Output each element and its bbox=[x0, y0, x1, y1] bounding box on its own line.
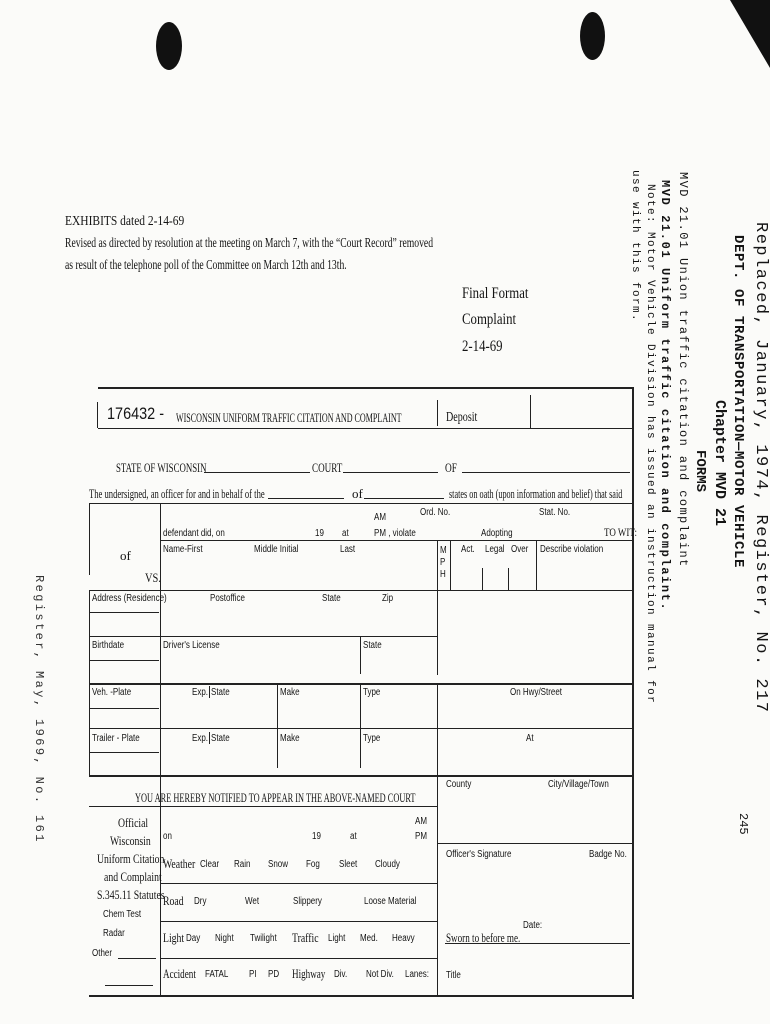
revised-line-1: Revised as directed by resolution at the meeting on March 7, with the “Court Record” removed bbox=[65, 236, 434, 251]
highway-label: Highway bbox=[292, 966, 326, 981]
weather-clear: Clear bbox=[200, 859, 220, 870]
year-19b-label: 19 bbox=[312, 831, 321, 842]
dept-line: DEPT. OF TRANSPORTATION—MOTOR VEHICLE bbox=[730, 235, 746, 569]
accident-pi: PI bbox=[249, 969, 257, 980]
date-label: Date: bbox=[523, 920, 543, 931]
citation-number: 176432 - bbox=[107, 404, 165, 423]
of-label: OF bbox=[445, 460, 457, 475]
official-line-2: Wisconsin bbox=[110, 833, 151, 848]
zip-label: Zip bbox=[382, 593, 394, 604]
over-label: Over bbox=[511, 544, 529, 555]
county-label: County bbox=[446, 779, 472, 790]
adopting-label: Adopting bbox=[481, 528, 513, 539]
states-oath-text: states on oath (upon information and belief) that said bbox=[449, 486, 623, 501]
last-label: Last bbox=[340, 544, 356, 555]
ord-no-label: Ord. No. bbox=[420, 507, 451, 518]
road-loose: Loose Material bbox=[364, 896, 417, 907]
highway-not-div: Not Div. bbox=[366, 969, 394, 980]
light-night: Night bbox=[215, 933, 234, 944]
veh-plate-label: Veh. -Plate bbox=[92, 687, 132, 698]
weather-rain: Rain bbox=[234, 859, 251, 870]
road-slippery: Slippery bbox=[293, 896, 322, 907]
middle-initial-label: Middle Initial bbox=[254, 544, 299, 555]
union-line: MVD 21.01 Union traffic citation and complaint bbox=[676, 172, 690, 568]
mph-m: M bbox=[440, 545, 447, 556]
stat-no-label: Stat. No. bbox=[539, 507, 571, 518]
accident-pd: PD bbox=[268, 969, 280, 980]
final-format-label: Final Format bbox=[462, 285, 529, 302]
mph-h: H bbox=[440, 569, 446, 580]
type-label-2: Type bbox=[363, 733, 381, 744]
of-label-2: of bbox=[352, 486, 363, 501]
court-label: COURT bbox=[312, 460, 343, 475]
register-line: Register, May, 1969, No. 161 bbox=[32, 575, 46, 844]
name-first-label: Name-First bbox=[163, 544, 203, 555]
describe-violation-label: Describe violation bbox=[540, 544, 604, 555]
city-label: City/Village/Town bbox=[548, 779, 609, 790]
state-label: State bbox=[322, 593, 341, 604]
use-line: use with this form. bbox=[629, 170, 641, 323]
light-twilight: Twilight bbox=[250, 933, 277, 944]
at-label-3: at bbox=[350, 831, 357, 842]
address-label: Address (Residence) bbox=[92, 593, 167, 604]
officer-signature-label: Officer's Signature bbox=[446, 849, 512, 860]
undersigned-text: The undersigned, an officer for and in behalf of the bbox=[89, 486, 265, 501]
replaced-line: Replaced, January, 1974, Register, No. 217 bbox=[751, 222, 770, 714]
on-label: on bbox=[163, 831, 172, 842]
official-line-1: Official bbox=[118, 815, 149, 830]
state-of-label: STATE OF WISCONSIN bbox=[116, 460, 207, 475]
defendant-did-label: defendant did, on bbox=[163, 528, 225, 539]
badge-no-label: Badge No. bbox=[589, 849, 627, 860]
trailer-plate-label: Trailer - Plate bbox=[92, 733, 140, 744]
road-dry: Dry bbox=[194, 896, 207, 907]
weather-fog: Fog bbox=[306, 859, 320, 870]
on-hwy-label: On Hwy/Street bbox=[510, 687, 563, 698]
traffic-label: Traffic bbox=[292, 930, 319, 945]
trailer-state-label: State bbox=[211, 733, 230, 744]
am-label-2: AM bbox=[415, 816, 427, 827]
light-label: Light bbox=[163, 930, 185, 945]
weather-cloudy: Cloudy bbox=[375, 859, 400, 870]
folded-corner bbox=[720, 0, 770, 70]
sworn-label: Sworn to before me. bbox=[446, 930, 521, 945]
note-line: Note: Motor Vehicle Division has issued an instruction manual for bbox=[644, 184, 656, 705]
highway-lanes: Lanes: bbox=[405, 969, 430, 980]
chem-test-label: Chem Test bbox=[103, 909, 142, 920]
legal-label: Legal bbox=[485, 544, 505, 555]
at-label-2: At bbox=[526, 733, 534, 744]
mph-p: P bbox=[440, 557, 446, 568]
vs-label: VS. bbox=[145, 570, 161, 585]
pm-violate-label: PM , violate bbox=[374, 528, 416, 539]
postoffice-label: Postoffice bbox=[210, 593, 245, 604]
complaint-label: Complaint bbox=[462, 311, 517, 328]
exhibits-line: EXHIBITS dated 2-14-69 bbox=[65, 214, 185, 229]
title-label: Title bbox=[446, 970, 461, 981]
official-line-4: and Complaint bbox=[104, 869, 162, 884]
chapter-line: Chapter MVD 21 bbox=[711, 400, 728, 527]
accident-fatal: FATAL bbox=[205, 969, 229, 980]
year-19-label: 19 bbox=[315, 528, 324, 539]
birthdate-label: Birthdate bbox=[92, 640, 125, 651]
highway-div: Div. bbox=[334, 969, 348, 980]
other-label: Other bbox=[92, 948, 113, 959]
traffic-med: Med. bbox=[360, 933, 378, 944]
make-label: Make bbox=[280, 687, 300, 698]
veh-state-label: State bbox=[211, 687, 230, 698]
official-line-5: S.345.11 Statutes bbox=[97, 887, 165, 902]
road-wet: Wet bbox=[245, 896, 260, 907]
final-date-label: 2-14-69 bbox=[462, 338, 503, 355]
punch-hole-left bbox=[156, 22, 182, 70]
official-line-3: Uniform Citation bbox=[97, 851, 165, 866]
uniform-line: MVD 21.01 Uniform traffic citation and complaint. bbox=[658, 180, 672, 612]
forms-line: FORMS bbox=[692, 450, 708, 493]
pm-label-2: PM bbox=[415, 831, 427, 842]
weather-label: Weather bbox=[163, 856, 196, 871]
am-label: AM bbox=[374, 512, 386, 523]
traffic-light: Light bbox=[328, 933, 346, 944]
traffic-heavy: Heavy bbox=[392, 933, 415, 944]
to-wit-label: TO WIT: bbox=[604, 525, 637, 539]
drivers-license-label: Driver's License bbox=[163, 640, 220, 651]
form-title: WISCONSIN UNIFORM TRAFFIC CITATION AND COMPLAINT bbox=[176, 410, 402, 425]
of-side-label: of bbox=[120, 548, 131, 563]
page-number: 245 bbox=[736, 813, 750, 835]
exp-label: Exp. bbox=[192, 687, 209, 698]
license-state-label: State bbox=[363, 640, 382, 651]
revised-line-2: as result of the telephone poll of the Committee on March 12th and 13th. bbox=[65, 258, 347, 273]
type-label: Type bbox=[363, 687, 381, 698]
exp-label-2: Exp. bbox=[192, 733, 209, 744]
accident-label: Accident bbox=[163, 966, 196, 981]
punch-hole-right bbox=[580, 12, 605, 60]
make-label-2: Make bbox=[280, 733, 300, 744]
light-day: Day bbox=[186, 933, 201, 944]
at-label: at bbox=[342, 528, 349, 539]
notified-text: YOU ARE HEREBY NOTIFIED TO APPEAR IN THE ABOVE-NAMED COURT bbox=[135, 790, 416, 805]
act-label: Act. bbox=[461, 544, 475, 555]
weather-sleet: Sleet bbox=[339, 859, 358, 870]
weather-snow: Snow bbox=[268, 859, 289, 870]
road-label: Road bbox=[163, 893, 184, 908]
radar-label: Radar bbox=[103, 928, 125, 939]
deposit-label: Deposit bbox=[446, 410, 478, 425]
